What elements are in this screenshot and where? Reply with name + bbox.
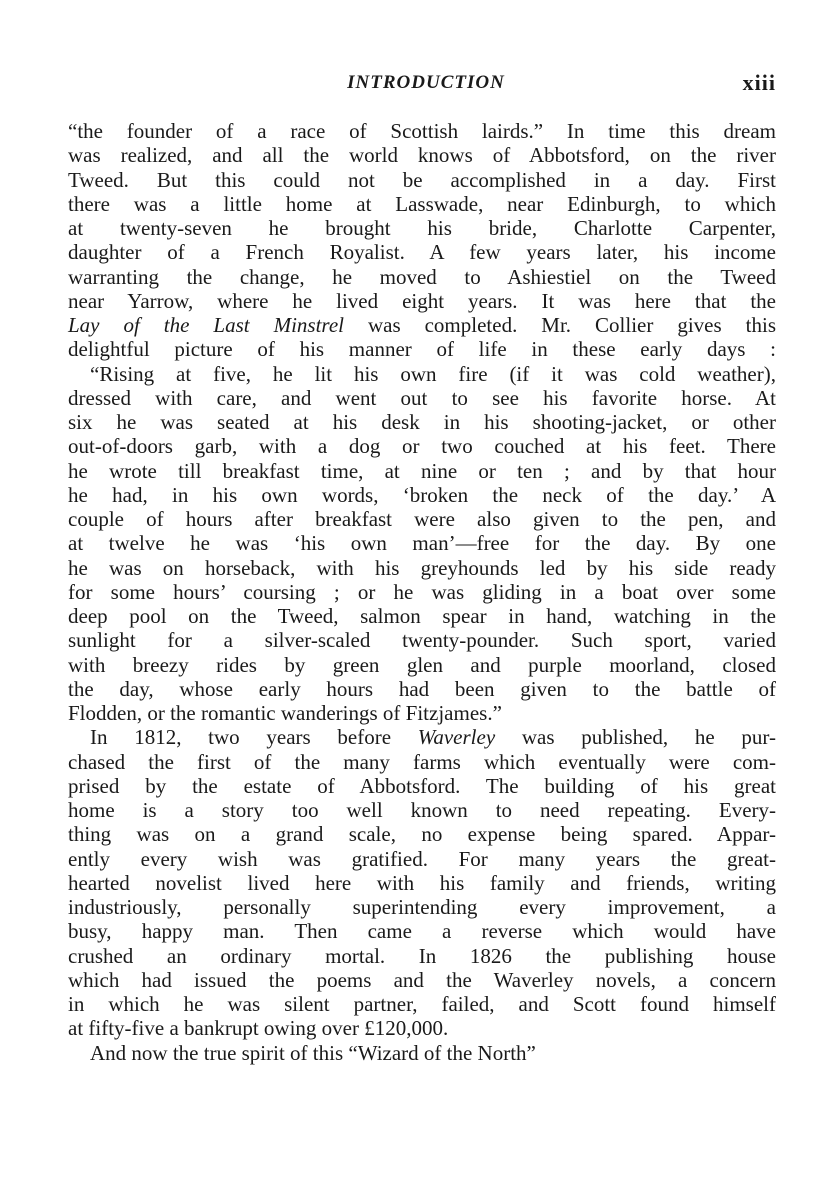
text-run: there was a little home at Lasswade, near Edinburgh, to which <box>68 191 776 216</box>
text-line <box>68 822 776 846</box>
text-run: Tweed. But this could not be accomplished in a day. First <box>68 167 776 192</box>
text-line <box>68 919 776 943</box>
running-title: INTRODUCTION <box>347 72 505 93</box>
text-run: sunlight for a silver-scaled twenty-pounder. Such sport, varied <box>68 628 776 653</box>
text-line <box>68 119 776 143</box>
text-line <box>68 483 776 507</box>
text-line <box>68 410 776 434</box>
text-run: dressed with care, and went out to see his favorite horse. At <box>68 385 776 410</box>
text-line <box>68 556 776 580</box>
text-run: hearted novelist lived here with his family and friends, writing <box>68 870 776 895</box>
text-run: busy, happy man. Then came a reverse which would have <box>68 919 776 944</box>
text-line <box>68 434 776 458</box>
text-line <box>68 1016 776 1040</box>
text-run: home is a story too well known to need repeating. Every- <box>68 798 776 822</box>
text-run: daughter of a French Royalist. A few years later, his income <box>68 240 776 265</box>
text-line <box>68 992 776 1016</box>
text-run: for some hours’ coursing ; or he was gliding in a boat over some <box>68 579 776 604</box>
text-run: And now the true spirit of this “Wizard of the North” <box>90 1040 536 1065</box>
italic-title: Waverley <box>417 725 496 750</box>
body-text <box>68 119 776 1065</box>
text-line <box>68 677 776 701</box>
text-run: thing was on a grand scale, no expense being spared. Appar- <box>68 822 776 847</box>
text-run: “the founder of a race of Scottish lairds.” In time this dream <box>68 119 776 143</box>
text-line <box>68 192 776 216</box>
text-run: he was on horseback, with his greyhounds led by his side ready <box>68 555 776 580</box>
text-line <box>68 871 776 895</box>
text-run: at twenty-seven he brought his bride, Charlotte Carpenter, <box>68 216 776 240</box>
text-line <box>68 168 776 192</box>
text-run: deep pool on the Tweed, salmon spear in hand, watching in the <box>68 604 776 628</box>
text-line <box>68 337 776 361</box>
text-line <box>68 895 776 919</box>
text-line <box>68 289 776 313</box>
italic-title: Lay of the Last Minstrel <box>68 313 344 337</box>
text-run: near Yarrow, where he lived eight years. It was here that the <box>68 288 776 313</box>
text-line <box>68 531 776 555</box>
text-line <box>68 1041 776 1065</box>
text-line <box>68 265 776 289</box>
text-line <box>68 725 776 749</box>
text-run: warranting the change, he moved to Ashiestiel on the Tweed <box>68 264 776 289</box>
text-run: prised by the estate of Abbotsford. The building of his great <box>68 773 776 798</box>
text-run: six he was seated at his desk in his shooting-jacket, or other <box>68 410 776 434</box>
text-run: chased the first of the many farms which eventually were com- <box>68 749 776 774</box>
text-run: he had, in his own words, ‘broken the neck of the day.’ A <box>68 482 776 507</box>
text-line <box>68 968 776 992</box>
text-line <box>68 701 776 725</box>
text-run: crushed an ordinary mortal. In 1826 the publishing house <box>68 943 776 968</box>
text-run: the day, whose early hours had been given to the battle of <box>68 676 776 701</box>
text-run: at twelve he was ‘his own man’—free for the day. By one <box>68 531 776 556</box>
text-run: which had issued the poems and the Waverley novels, a concern <box>68 967 776 992</box>
text-run: Flodden, or the romantic wanderings of Fitzjames.” <box>68 701 502 725</box>
text-line <box>68 386 776 410</box>
text-run: industriously, personally superintending every improvement, a <box>68 895 776 919</box>
text-run: out-of-doors garb, with a dog or two couched at his feet. There <box>68 434 776 459</box>
text-run: In 1812, two years before <box>90 725 418 750</box>
text-line <box>68 750 776 774</box>
text-line <box>68 313 776 337</box>
text-line <box>68 628 776 652</box>
text-run: couple of hours after breakfast were also given to the pen, and <box>68 507 776 531</box>
text-run: ently every wish was gratified. For many years the great- <box>68 846 776 871</box>
text-run: he wrote till breakfast time, at nine or ten ; and by that hour <box>68 458 776 483</box>
text-run: delightful picture of his manner of life in these early days : <box>68 337 776 362</box>
page-number: xiii <box>742 70 776 95</box>
text-line <box>68 580 776 604</box>
page-header <box>68 68 776 98</box>
text-run: with breezy rides by green glen and purple moorland, closed <box>68 652 776 677</box>
text-line <box>68 944 776 968</box>
text-line <box>68 604 776 628</box>
text-run: “Rising at five, he lit his own fire (if it was cold weather), <box>90 361 776 386</box>
text-run: in which he was silent partner, failed, and Scott found himself <box>68 992 776 1016</box>
text-run: was realized, and all the world knows of Abbotsford, on the river <box>68 143 776 168</box>
text-line <box>68 653 776 677</box>
text-line <box>68 240 776 264</box>
text-line <box>68 459 776 483</box>
text-run: was completed. Mr. Collier gives this <box>343 313 776 337</box>
text-line <box>68 774 776 798</box>
text-line <box>68 847 776 871</box>
text-line <box>68 362 776 386</box>
text-run: was published, he pur- <box>495 725 776 750</box>
text-line <box>68 507 776 531</box>
text-line <box>68 216 776 240</box>
text-run: at fifty-five a bankrupt owing over £120,000. <box>68 1016 449 1041</box>
text-line <box>68 143 776 167</box>
text-line <box>68 798 776 822</box>
